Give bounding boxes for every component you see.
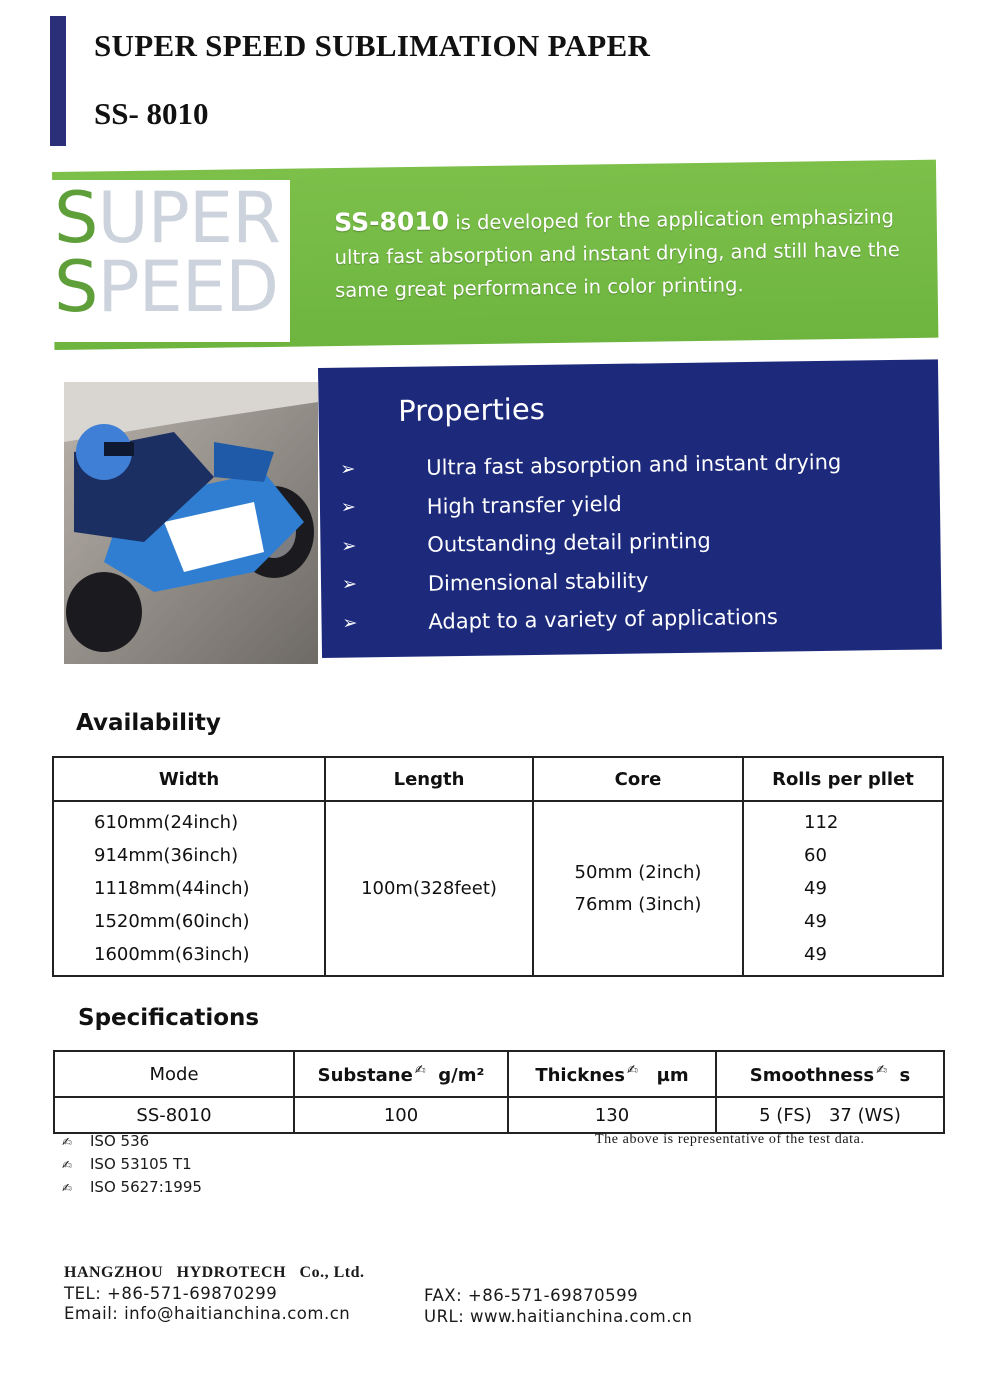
list-item: ✍ ISO 53105 T1 xyxy=(62,1153,202,1176)
rolls-cell: 112 60 49 49 49 xyxy=(743,801,943,976)
col-rolls: Rolls per pllet xyxy=(743,757,943,801)
col-mode: Mode xyxy=(54,1051,294,1097)
list-item: ➢ Outstanding detail printing xyxy=(335,519,895,565)
pen-mark-icon: ✍ xyxy=(626,1062,638,1078)
table-row xyxy=(54,1097,944,1133)
pen-mark-icon: ✍ xyxy=(414,1062,426,1078)
width-cell: 610mm(24inch) 914mm(36inch) 1118mm(44inch) 1520mm(60inch) 1600mm(63inch) xyxy=(53,801,325,976)
email-link[interactable]: Email: info@haitianchina.com.cn xyxy=(64,1304,351,1323)
substance-value: 100 xyxy=(294,1097,508,1133)
model-number: SS- 8010 xyxy=(94,96,209,131)
company-name: HANGZHOU HYDROTECH Co., Ltd. xyxy=(64,1264,365,1281)
properties-title: Properties xyxy=(398,391,546,428)
thickness-value: 130 xyxy=(508,1097,716,1133)
description-text: is developed for the application emphasizing ultra fast absorption and instant drying, and still have the same great performance in color printing. xyxy=(334,205,900,302)
arrow-bullet-icon: ➢ xyxy=(341,573,358,596)
list-item: ➢ Adapt to a variety of applications xyxy=(336,596,896,642)
availability-heading: Availability xyxy=(76,710,221,736)
super-speed-logo: SUPER SPEED xyxy=(54,177,280,328)
arrow-bullet-icon: ➢ xyxy=(340,496,357,519)
product-description xyxy=(334,198,905,307)
motorcycle-illustration xyxy=(64,382,318,664)
table-header-row xyxy=(54,1051,944,1097)
col-smoothness: Smoothness ✍ s xyxy=(716,1051,944,1097)
page-title: SUPER SPEED SUBLIMATION PAPER xyxy=(94,28,651,63)
col-thickness: Thicknes ✍ µm xyxy=(508,1051,716,1097)
arrow-bullet-icon: ➢ xyxy=(341,535,357,557)
standards-list xyxy=(62,1130,202,1199)
col-substance: Substane ✍ g/m² xyxy=(294,1051,508,1097)
website-link[interactable]: URL: www.haitianchina.com.cn xyxy=(424,1307,693,1326)
specifications-heading: Specifications xyxy=(78,1005,260,1031)
col-length: Length xyxy=(325,757,533,801)
fax: FAX: +86-571-69870599 xyxy=(424,1286,639,1305)
list-item: ➢ Dimensional stability xyxy=(336,558,896,604)
pen-mark-icon: ✍ xyxy=(62,1135,73,1149)
telephone: TEL: +86-571-69870299 xyxy=(64,1284,278,1303)
smoothness-value: 5 (FS) 37 (WS) xyxy=(716,1097,944,1133)
motorcycle-photo xyxy=(64,382,318,664)
list-item: ✍ ISO 5627:1995 xyxy=(62,1176,202,1199)
pen-mark-icon: ✍ xyxy=(876,1062,887,1078)
table-row xyxy=(53,801,943,976)
properties-list xyxy=(334,442,897,642)
length-cell: 100m(328feet) xyxy=(325,801,533,976)
mode-value: SS-8010 xyxy=(54,1097,294,1133)
list-item: ➢ Ultra fast absorption and instant drying xyxy=(334,442,894,488)
arrow-bullet-icon: ➢ xyxy=(340,458,356,480)
availability-table xyxy=(52,756,944,977)
pen-mark-icon: ✍ xyxy=(62,1158,73,1172)
title-accent-bar xyxy=(50,16,66,146)
test-data-note: The above is representative of the test data. xyxy=(595,1132,865,1147)
list-item: ➢ High transfer yield xyxy=(335,481,895,527)
description-product: SS-8010 xyxy=(334,206,450,237)
col-core: Core xyxy=(533,757,743,801)
table-header-row xyxy=(53,757,943,801)
pen-mark-icon: ✍ xyxy=(62,1181,73,1195)
arrow-bullet-icon: ➢ xyxy=(342,612,358,634)
col-width: Width xyxy=(53,757,325,801)
core-cell: 50mm (2inch) 76mm (3inch) xyxy=(533,801,743,976)
specifications-table xyxy=(53,1050,945,1134)
list-item: ✍ ISO 536 xyxy=(62,1130,202,1153)
